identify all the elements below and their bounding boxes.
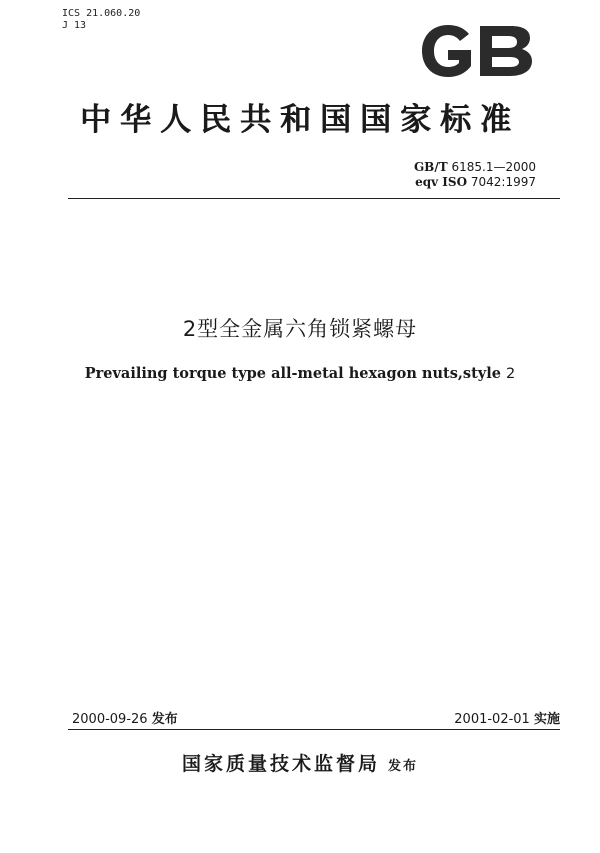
publisher-line (0, 749, 600, 776)
standard-code-prefix: GB/T (413, 160, 448, 174)
title-english-number: 2 (506, 366, 516, 382)
standard-code-number: 6185.1—2000 (451, 160, 536, 174)
implementation-date (380, 708, 560, 727)
issue-date-value: 2000-09-26 (72, 712, 148, 727)
standard-code (338, 160, 536, 175)
header-divider (68, 198, 560, 199)
publisher-action: 发布 (388, 759, 419, 774)
classification-codes (62, 8, 140, 32)
ics-code: ICS 21.060.20 (62, 8, 141, 19)
equivalent-number: 7042:1997 (470, 175, 536, 189)
title-english (0, 365, 600, 382)
gb-logo (418, 22, 538, 80)
publisher-org: 国家质量技术监督局 (181, 753, 380, 775)
title-chinese: 2型全金属六角锁紧螺母 (182, 317, 418, 341)
issue-date-label: 发布 (151, 712, 178, 727)
category-code: J 13 (62, 20, 87, 31)
title-english-main: Prevailing torque type all-metal hexagon nuts,style (84, 365, 501, 382)
standard-code-block (338, 160, 536, 190)
issue-date (72, 708, 178, 727)
national-standard-name: 中华人民共和国国家标准 (80, 102, 520, 138)
implementation-date-label: 实施 (533, 712, 560, 727)
implementation-date-value: 2001-02-01 (454, 712, 530, 727)
equivalent-prefix: eqv ISO (415, 175, 468, 189)
footer-divider (68, 729, 560, 730)
equivalent-standard (338, 175, 536, 190)
